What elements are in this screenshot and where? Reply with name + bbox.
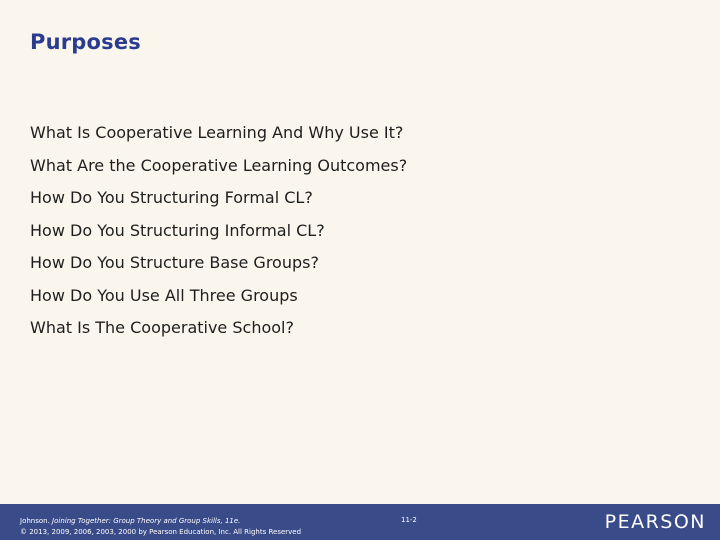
bullet-item: How Do You Structure Base Groups?	[30, 253, 319, 272]
bullet-item: How Do You Structuring Informal CL?	[30, 220, 325, 240]
bullet-item: What Is The Cooperative School?	[30, 318, 294, 337]
bullet-list	[30, 121, 407, 349]
bullet-item: What Are the Cooperative Learning Outcomes?	[30, 155, 408, 175]
footer-bar	[0, 504, 720, 540]
bullet-item: What Is Cooperative Learning And Why Use It?	[30, 123, 404, 142]
citation-book-title: Joining Together: Group Theory and Group Skills, 11e.	[52, 517, 241, 525]
pearson-logo: PEARSON	[604, 511, 706, 533]
citation-line	[20, 516, 301, 527]
copyright-line: © 2013, 2009, 2006, 2003, 2000 by Pearson Education, Inc. All Rights Reserved	[20, 528, 302, 536]
bullet-item: How Do You Structuring Formal CL?	[30, 188, 313, 207]
page-number: 11-2	[401, 516, 417, 524]
citation-author: Johnson.	[20, 517, 53, 525]
bullet-item: How Do You Use All Three Groups	[30, 285, 298, 305]
footer-citation	[20, 516, 301, 538]
slide-title: Purposes	[30, 30, 141, 54]
